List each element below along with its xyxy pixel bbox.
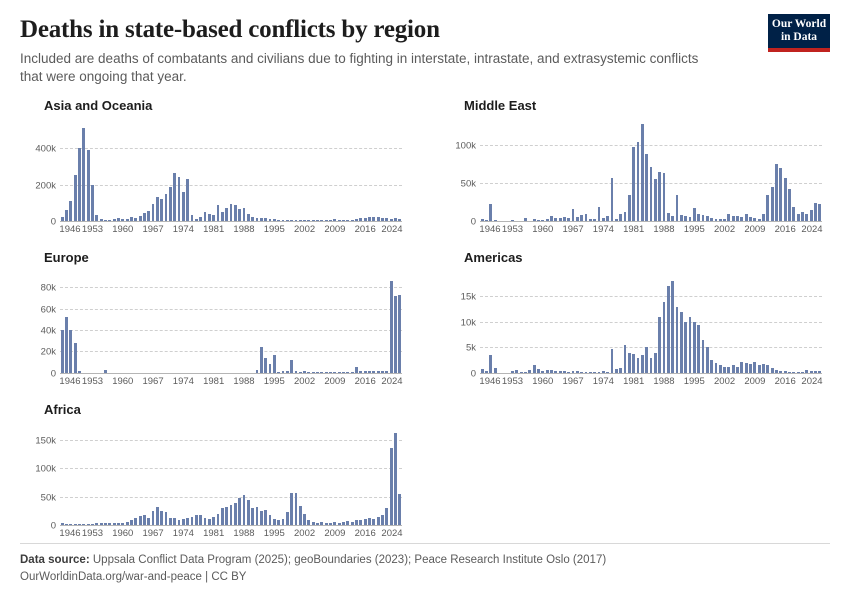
bar: [139, 516, 142, 525]
panel-title: Americas: [464, 249, 523, 265]
x-axis: [60, 221, 402, 235]
x-axis-tick-label: 1960: [532, 375, 554, 387]
x-axis-tick-label: 1974: [592, 223, 614, 235]
bar: [663, 302, 666, 373]
bar: [732, 365, 735, 373]
chart-grid: [20, 97, 830, 539]
chart-panel-europe: [20, 250, 410, 390]
bar: [628, 195, 631, 221]
data-source-label: Data source:: [20, 553, 90, 566]
bar: [658, 172, 661, 221]
x-axis-tick-label: 2002: [294, 375, 316, 387]
bar: [204, 518, 207, 525]
x-axis: [60, 525, 402, 539]
bar: [178, 177, 181, 221]
x-axis-tick-label: 1995: [683, 223, 705, 235]
bar: [290, 360, 293, 373]
x-axis: [60, 373, 402, 387]
bar: [69, 201, 72, 221]
bar: [234, 205, 237, 221]
bar: [74, 343, 77, 373]
x-axis-tick-label: 1974: [172, 527, 194, 539]
bar: [160, 199, 163, 221]
bar: [273, 355, 276, 373]
bar: [394, 296, 397, 373]
bar: [650, 167, 653, 221]
bar: [697, 214, 700, 221]
x-axis-tick-label: 2002: [714, 375, 736, 387]
x-axis-tick-label: 1960: [112, 527, 134, 539]
bar: [632, 147, 635, 221]
bar: [87, 150, 90, 221]
bar: [762, 214, 765, 221]
x-axis-tick-label: 1967: [142, 223, 164, 235]
bar: [667, 213, 670, 221]
bar: [160, 511, 163, 525]
x-axis-tick-label: 1981: [203, 527, 225, 539]
bar: [238, 498, 241, 525]
x-axis-tick-label: 1953: [81, 223, 104, 235]
x-axis-tick-label: 1953: [81, 527, 104, 539]
credit-line: OurWorldinData.org/war-and-peace | CC BY: [20, 570, 247, 583]
x-axis-tick-label: 1995: [683, 375, 705, 387]
x-axis-tick-label: 1967: [142, 375, 164, 387]
bar: [165, 512, 168, 524]
plot-area: [460, 271, 823, 387]
x-axis-tick-label: 1953: [501, 223, 524, 235]
y-axis-tick-label: 40k: [40, 325, 56, 337]
chart-panel-asia-and-oceania: [20, 98, 410, 238]
bar: [702, 340, 705, 373]
panel-title: Asia and Oceania: [44, 97, 153, 113]
bar: [377, 517, 380, 525]
x-axis-tick-label: 2009: [744, 375, 766, 387]
bar: [217, 514, 220, 525]
x-axis-tick-label: 2002: [714, 223, 736, 235]
bar: [247, 500, 250, 525]
bar: [792, 207, 795, 221]
bar: [715, 363, 718, 373]
bar: [290, 493, 293, 525]
bar: [368, 518, 371, 525]
bar: [143, 213, 146, 221]
x-axis-tick-label: 1995: [263, 527, 285, 539]
bar: [788, 189, 791, 221]
page-title: Deaths in state-based conflicts by region: [20, 16, 440, 43]
bar: [489, 355, 492, 373]
bar: [693, 322, 696, 373]
x-axis-tick-label: 1960: [112, 375, 134, 387]
x-axis-tick-label: 1988: [233, 375, 255, 387]
bar: [727, 214, 730, 221]
bar: [260, 511, 263, 525]
bar: [637, 142, 640, 221]
bar: [611, 349, 614, 373]
y-axis-tick-label: 100k: [455, 140, 476, 152]
bar: [805, 214, 808, 221]
x-axis-tick-label: 1981: [203, 375, 225, 387]
x-axis-tick-label: 1995: [263, 375, 285, 387]
bar: [264, 358, 267, 373]
bar: [775, 164, 778, 221]
bar: [671, 281, 674, 373]
x-axis-tick-label: 2024: [381, 527, 403, 539]
bar: [637, 358, 640, 373]
bar: [221, 508, 224, 525]
bar: [624, 212, 627, 221]
bar: [225, 208, 228, 221]
bar: [234, 503, 237, 525]
bar: [745, 363, 748, 373]
bar-series: [480, 271, 822, 373]
bar: [156, 507, 159, 525]
y-axis-tick-label: 100k: [35, 463, 56, 475]
x-axis-tick-label: 2024: [381, 223, 403, 235]
bar: [143, 515, 146, 525]
bar: [65, 317, 68, 373]
panel-title: Europe: [44, 249, 89, 265]
bar: [256, 507, 259, 525]
x-axis-tick-label: 2002: [294, 527, 316, 539]
x-axis: [480, 221, 822, 235]
x-axis-tick-label: 1974: [172, 223, 194, 235]
bar: [243, 495, 246, 525]
bar: [572, 209, 575, 221]
bar: [771, 187, 774, 221]
bar: [766, 195, 769, 221]
x-axis-tick-label: 1953: [501, 375, 524, 387]
bar: [238, 209, 241, 221]
bar: [654, 353, 657, 373]
bar: [221, 212, 224, 221]
chart-panel-middle-east: [440, 98, 830, 238]
x-axis-tick-label: 1946: [59, 527, 81, 539]
y-axis-tick-label: 5k: [465, 342, 476, 354]
bar: [230, 505, 233, 525]
x-axis-tick-label: 1967: [562, 375, 584, 387]
bar: [740, 362, 743, 373]
bar: [195, 515, 198, 525]
bar: [533, 365, 536, 373]
bar: [264, 510, 267, 525]
bar: [810, 210, 813, 221]
x-axis-tick-label: 1946: [59, 223, 81, 235]
bar: [753, 362, 756, 373]
x-axis-tick-label: 1995: [263, 223, 285, 235]
bar: [645, 347, 648, 373]
bar: [632, 354, 635, 373]
bar: [641, 124, 644, 221]
bar: [641, 355, 644, 373]
bar: [69, 330, 72, 373]
bar: [230, 204, 233, 221]
bar: [684, 322, 687, 373]
bar: [797, 214, 800, 221]
chart-panel-africa: [20, 402, 410, 542]
x-axis-tick-label: 2016: [354, 375, 376, 387]
bar: [628, 353, 631, 373]
x-axis-tick-label: 2009: [744, 223, 766, 235]
bar: [693, 208, 696, 221]
bar: [165, 194, 168, 221]
x-axis-tick-label: 2016: [774, 375, 796, 387]
bar: [191, 517, 194, 525]
bar: [260, 347, 263, 373]
bar: [61, 330, 64, 373]
bar: [676, 195, 679, 221]
bar: [624, 345, 627, 373]
x-axis-tick-label: 2009: [324, 527, 346, 539]
bar: [156, 197, 159, 221]
bar: [82, 128, 85, 221]
x-axis-tick-label: 1967: [562, 223, 584, 235]
y-axis-tick-label: 10k: [460, 317, 476, 329]
bar: [745, 214, 748, 221]
bar: [762, 364, 765, 373]
y-axis-tick-label: 0: [470, 216, 476, 228]
y-axis-tick-label: 80k: [40, 282, 56, 294]
bar: [173, 173, 176, 221]
bar: [706, 347, 709, 373]
bar: [598, 207, 601, 221]
footer: [20, 543, 830, 587]
bar: [611, 178, 614, 221]
y-axis-tick-label: 60k: [40, 304, 56, 316]
bar-series: [60, 423, 402, 525]
bar: [710, 360, 713, 373]
y-axis-tick-label: 200k: [35, 180, 56, 191]
bar: [147, 518, 150, 525]
bar-series: [60, 119, 402, 221]
y-axis-tick-label: 20k: [40, 346, 56, 358]
bar: [697, 325, 700, 373]
x-axis-tick-label: 1988: [233, 527, 255, 539]
x-axis-tick-label: 1967: [142, 527, 164, 539]
x-axis-tick-label: 1974: [172, 375, 194, 387]
bar: [78, 148, 81, 221]
x-axis-tick-label: 1946: [479, 375, 501, 387]
y-axis-tick-label: 400k: [35, 143, 56, 155]
x-axis-tick-label: 1988: [653, 223, 675, 235]
y-axis-tick-label: 150k: [35, 435, 56, 447]
bar: [74, 175, 77, 221]
bar-series: [480, 119, 822, 221]
bar: [381, 515, 384, 525]
bar: [65, 210, 68, 221]
bar: [645, 154, 648, 220]
bar: [269, 515, 272, 525]
x-axis-tick-label: 2016: [354, 527, 376, 539]
chart-panel-americas: [440, 250, 830, 390]
y-axis-tick-label: 0: [50, 520, 56, 532]
bar: [390, 281, 393, 373]
data-source-text: Uppsala Conflict Data Program (2025); geoBoundaries (2023); Peace Research Institute Oslo (2017): [92, 553, 607, 566]
panel-title: Middle East: [464, 97, 537, 113]
bar: [585, 214, 588, 221]
bar-series: [60, 271, 402, 373]
x-axis-tick-label: 1974: [592, 375, 614, 387]
bar: [134, 518, 137, 525]
bar: [766, 365, 769, 373]
bar: [152, 204, 155, 221]
bar: [489, 204, 492, 221]
logo-line-1: Our World: [771, 18, 827, 30]
bar: [182, 192, 185, 221]
x-axis-tick-label: 2002: [294, 223, 316, 235]
y-axis-tick-label: 15k: [460, 291, 476, 303]
owid-logo: [768, 14, 830, 52]
x-axis-tick-label: 2016: [774, 223, 796, 235]
bar: [689, 317, 692, 373]
bar: [385, 508, 388, 525]
x-axis-tick-label: 1960: [532, 223, 554, 235]
bar: [779, 168, 782, 221]
bar: [663, 173, 666, 221]
x-axis-tick-label: 1946: [59, 375, 81, 387]
panel-title: Africa: [44, 401, 81, 417]
bar: [818, 204, 821, 221]
bar: [398, 494, 401, 525]
bar: [667, 286, 670, 373]
x-axis-tick-label: 1988: [653, 375, 675, 387]
bar: [147, 211, 150, 220]
y-axis-tick-label: 50k: [40, 492, 56, 504]
bar: [758, 365, 761, 373]
bar: [801, 212, 804, 221]
bar: [199, 515, 202, 525]
x-axis-tick-label: 2016: [354, 223, 376, 235]
bar: [619, 214, 622, 221]
x-axis-tick-label: 1988: [233, 223, 255, 235]
bar: [269, 364, 272, 373]
bar: [658, 317, 661, 373]
x-axis-tick-label: 2024: [801, 223, 823, 235]
x-axis-tick-label: 1981: [623, 223, 645, 235]
bar: [299, 506, 302, 525]
bar: [243, 208, 246, 221]
x-axis-tick-label: 1960: [112, 223, 134, 235]
plot-area: [35, 119, 403, 235]
bar: [186, 179, 189, 221]
bar: [91, 185, 94, 221]
y-axis-tick-label: 0: [50, 368, 56, 380]
bar: [676, 307, 679, 373]
x-axis-tick-label: 1953: [81, 375, 104, 387]
plot-area: [35, 423, 403, 539]
x-axis-tick-label: 2009: [324, 375, 346, 387]
y-axis-tick-label: 0: [470, 368, 476, 380]
bar: [251, 508, 254, 525]
bar: [212, 517, 215, 525]
bar: [749, 364, 752, 373]
bar: [186, 518, 189, 525]
bar: [680, 312, 683, 373]
page-subtitle: Included are deaths of combatants and civilians due to fighting in interstate, intrastate, and extrasystemic conflicts that were ongoing that year.: [20, 50, 699, 84]
x-axis: [480, 373, 822, 387]
bar: [719, 365, 722, 373]
bar: [394, 433, 397, 525]
bar: [303, 514, 306, 525]
bar: [169, 187, 172, 221]
x-axis-tick-label: 2009: [324, 223, 346, 235]
bar: [654, 179, 657, 221]
bar: [398, 295, 401, 373]
x-axis-tick-label: 2024: [801, 375, 823, 387]
y-axis-tick-label: 50k: [460, 178, 476, 190]
data-source-line: [20, 552, 830, 569]
bar: [217, 205, 220, 221]
bar: [295, 493, 298, 525]
bar: [784, 178, 787, 221]
x-axis-tick-label: 1946: [479, 223, 501, 235]
logo-line-2: in Data: [780, 30, 818, 43]
bar: [650, 358, 653, 373]
x-axis-tick-label: 1981: [203, 223, 225, 235]
bar: [814, 203, 817, 221]
bar: [286, 512, 289, 524]
bar: [173, 518, 176, 525]
plot-area: [455, 119, 823, 235]
x-axis-tick-label: 1981: [623, 375, 645, 387]
bar: [152, 511, 155, 525]
bar: [169, 518, 172, 525]
x-axis-tick-label: 2024: [381, 375, 403, 387]
bar: [225, 507, 228, 525]
plot-area: [40, 271, 403, 387]
bar: [204, 212, 207, 221]
y-axis-tick-label: 0: [50, 216, 56, 228]
bar: [390, 448, 393, 525]
